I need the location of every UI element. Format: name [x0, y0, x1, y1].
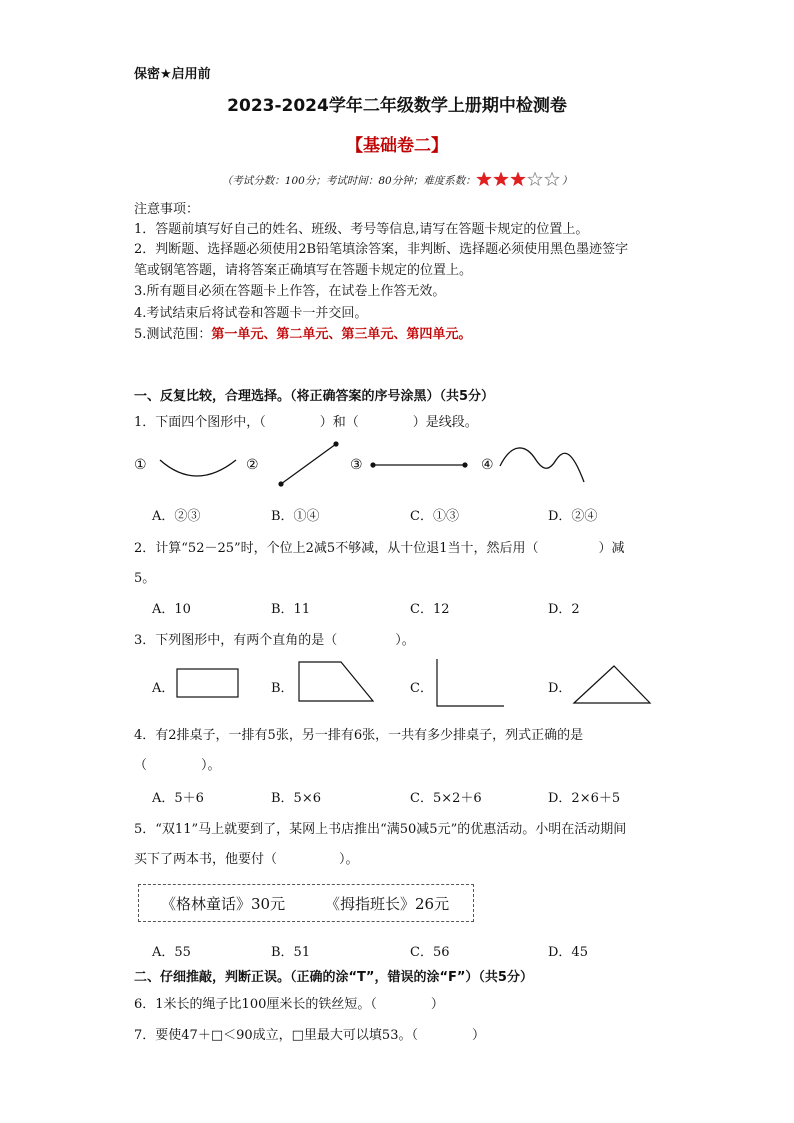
exam-subtitle: 【基础卷二】: [346, 136, 448, 156]
q1-option-a[interactable]: A．②③: [152, 509, 201, 524]
right-angle-figure: [434, 658, 506, 708]
q5-option-a[interactable]: A．55: [152, 945, 191, 960]
q1-option-b[interactable]: B．①④: [271, 509, 320, 524]
q1-option-d[interactable]: D．②④: [548, 509, 598, 524]
q1-fig-label-2: ②: [246, 457, 259, 473]
q4-option-d[interactable]: D．2×6＋5: [548, 791, 621, 806]
notice-item-2: 2．判断题、选择题必须使用2B铅笔填涂答案，非判断、选择题必须使用黑色墨迹签字: [134, 242, 629, 257]
q4-line1: 4．有2排桌子，一排有5张，另一排有6张，一共有多少排桌子，列式正确的是: [134, 728, 584, 743]
q1-fig-label-1: ①: [134, 457, 147, 473]
q3-text-a: 3．下列图形中，有两个直角的是（: [134, 633, 338, 648]
scope-value: 第一单元、第二单元、第三单元、第四单元。: [211, 327, 472, 342]
difficulty-stars: [476, 172, 562, 186]
star-filled-icon: [477, 173, 490, 186]
notice-item-4: 4.考试结束后将试卷和答题卡一并交回。: [134, 306, 368, 321]
q4-line2: [134, 754, 221, 773]
q3-text: [134, 629, 415, 648]
curve-figure-1: [158, 452, 238, 482]
exam-info: [0, 172, 794, 188]
exam-info-text: （考试分数：100分；考试时间：80分钟；难度系数：: [221, 175, 476, 187]
q2-option-c[interactable]: C．12: [410, 602, 450, 617]
star-rating-icon: [476, 172, 562, 186]
q4-option-c[interactable]: C．5×2＋6: [410, 791, 482, 806]
scope-label: 5.测试范围：: [134, 327, 212, 342]
rectangle-figure: [176, 668, 240, 700]
notice-item-5: [134, 323, 471, 342]
q7-text-a: 7．要使47＋□＜90成立，□里最大可以填53。（: [134, 1028, 418, 1043]
segment-figure-3: [368, 458, 470, 472]
star-filled-icon: [511, 173, 524, 186]
segment-figure-2: [274, 438, 342, 490]
notice-heading: 注意事项：: [134, 202, 200, 217]
exam-title: 2023-2024学年二年级数学上册期中检测卷: [227, 96, 567, 116]
q3-option-c[interactable]: C．: [410, 681, 433, 696]
book-price-box: [138, 884, 474, 922]
q2-line1-end: ）减: [598, 541, 625, 556]
q1-text-c: ）是线段。: [412, 415, 478, 430]
q4-option-a[interactable]: A．5＋6: [152, 791, 204, 806]
book-1-price: 《格林童话》30元: [161, 895, 286, 913]
q1-fig-label-3: ③: [350, 457, 363, 473]
q2-text: [134, 537, 624, 556]
q1-text: [134, 411, 478, 430]
right-trapezoid-figure: [297, 660, 375, 704]
q2-line1: 2．计算“52－25”时，个位上2减5不够减，从十位退1当十，然后用（: [134, 541, 539, 556]
q6-text-b: ）: [430, 997, 444, 1012]
q4-line2-a: （: [134, 758, 148, 773]
notice-item-1: 1．答题前填写好自己的姓名、班级、考号等信息,请写在答题卡规定的位置上。: [134, 222, 589, 237]
q5-option-d[interactable]: D．45: [548, 945, 588, 960]
q5-line2: [134, 848, 359, 867]
q1-option-c[interactable]: C．①③: [410, 509, 459, 524]
exam-info-close: ）: [561, 175, 573, 187]
q5-line2-a: 买下了两本书，他要付（: [134, 852, 278, 867]
q1-text-b: ）和（: [319, 415, 359, 430]
triangle-figure: [572, 664, 652, 706]
q2-option-a[interactable]: A．10: [152, 602, 191, 617]
confidential-label: 保密★启用前: [134, 67, 211, 82]
q1-fig-label-4: ④: [481, 457, 494, 473]
q7-text-b: ）: [471, 1028, 485, 1043]
q3-option-a[interactable]: A．: [152, 681, 175, 696]
q6-text-a: 6．1米长的绳子比100厘米长的铁丝短。（: [134, 997, 377, 1012]
q7-text: [134, 1024, 485, 1043]
q2-option-b[interactable]: B．11: [271, 602, 311, 617]
section1-heading: 一、反复比较，合理选择。（将正确答案的序号涂黑）（共5分）: [134, 389, 495, 404]
q6-text: [134, 993, 444, 1012]
q5-line1: 5．“双11”马上就要到了，某网上书店推出“满50减5元”的优惠活动。小明在活动期间: [134, 822, 627, 837]
q5-option-c[interactable]: C．56: [410, 945, 450, 960]
wave-figure-4: [498, 440, 588, 486]
q4-line2-b: ）。: [201, 758, 221, 773]
q3-option-b[interactable]: B．: [271, 681, 294, 696]
section2-heading: 二、仔细推敲，判断正误。（正确的涂“T”，错误的涂“F”）（共5分）: [134, 970, 533, 985]
star-empty-icon: [545, 173, 558, 186]
notice-item-3: 3.所有题目必须在答题卡上作答，在试卷上作答无效。: [134, 284, 446, 299]
star-filled-icon: [494, 173, 507, 186]
q5-line2-b: ）。: [339, 852, 359, 867]
q2-line2: 5。: [134, 571, 156, 586]
notice-item-2-cont: 笔或钢笔答题，请将答案正确填写在答题卡规定的位置上。: [134, 263, 473, 278]
q5-option-b[interactable]: B．51: [271, 945, 311, 960]
book-2-price: 《拇指班长》26元: [325, 895, 450, 913]
q1-text-a: 1．下面四个图形中，（: [134, 415, 266, 430]
q3-text-b: ）。: [395, 633, 415, 648]
q3-option-d[interactable]: D．: [548, 681, 572, 696]
q4-option-b[interactable]: B．5×6: [271, 791, 321, 806]
star-empty-icon: [528, 173, 541, 186]
q2-option-d[interactable]: D．2: [548, 602, 580, 617]
